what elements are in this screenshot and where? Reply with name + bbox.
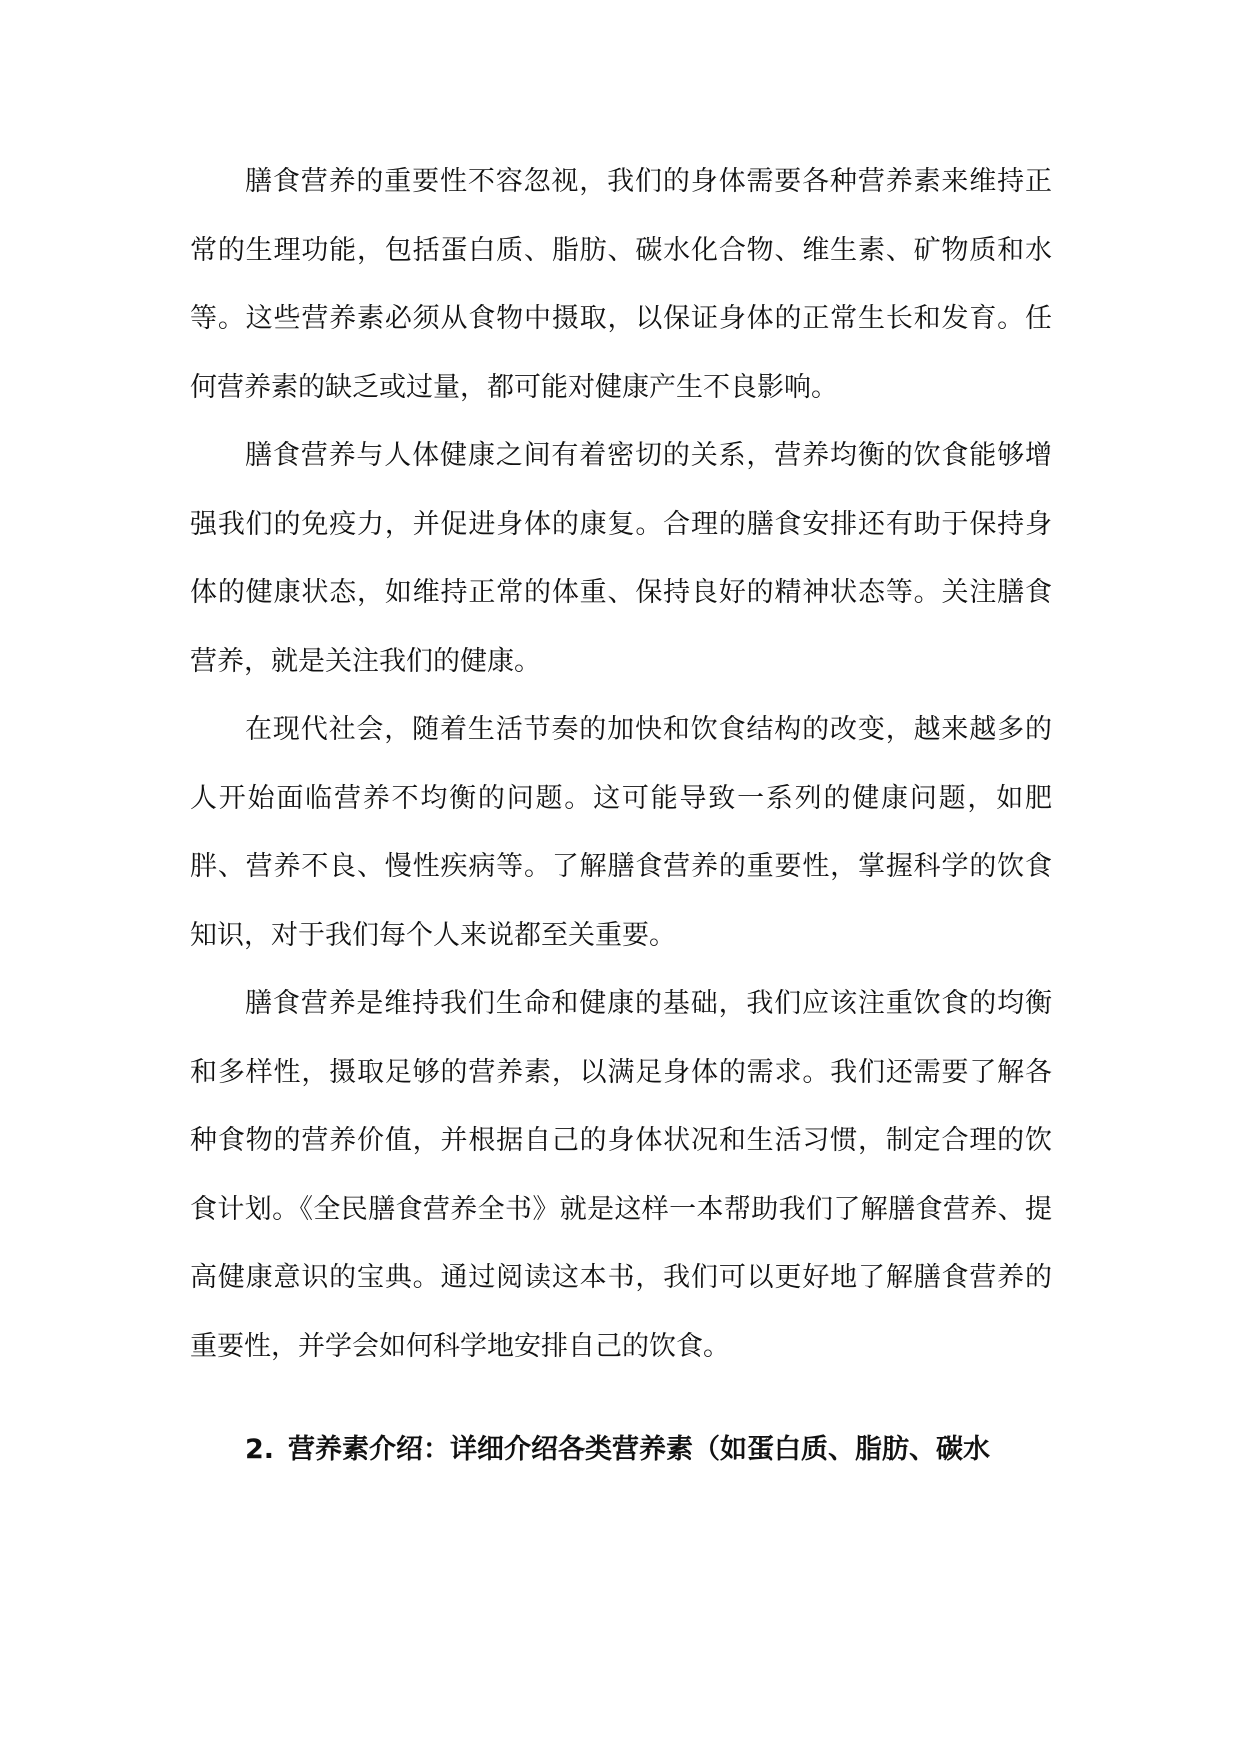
document-body	[190, 148, 1052, 1485]
paragraph-nutrition-importance: 膳食营养的重要性不容忽视，我们的身体需要各种营养素来维持正常的生理功能，包括蛋白质、脂肪、碳水化合物、维生素、矿物质和水等。这些营养素必须从食物中摄取，以保证身体的正常生长和发育。任何营养素的缺乏或过量，都可能对健康产生不良影响。	[190, 166, 1052, 403]
section-heading-text: 营养素介绍：详细介绍各类营养素（如蛋白质、脂肪、碳水	[288, 1434, 991, 1465]
paragraph-nutrition-health-relation: 膳食营养与人体健康之间有着密切的关系，营养均衡的饮食能够增强我们的免疫力，并促进身体的康复。合理的膳食安排还有助于保持身体的健康状态，如维持正常的体重、保持良好的精神状态等。关注膳食营养，就是关注我们的健康。	[190, 440, 1052, 677]
paragraph-modern-society: 在现代社会，随着生活节奏的加快和饮食结构的改变，越来越多的人开始面临营养不均衡的问题。这可能导致一系列的健康问题，如肥胖、营养不良、慢性疾病等。了解膳食营养的重要性，掌握科学的饮食知识，对于我们每个人来说都至关重要。	[190, 714, 1052, 951]
section-heading-number: 2.	[245, 1434, 275, 1465]
paragraph-book-introduction: 膳食营养是维持我们生命和健康的基础，我们应该注重饮食的均衡和多样性，摄取足够的营养素，以满足身体的需求。我们还需要了解各种食物的营养价值，并根据自己的身体状况和生活习惯，制定合理的饮食计划。《全民膳食营养全书》就是这样一本帮助我们了解膳食营养、提高健康意识的宝典。通过阅读这本书，我们可以更好地了解膳食营养的重要性，并学会如何科学地安排自己的饮食。	[190, 988, 1052, 1362]
section-heading	[190, 1416, 1052, 1485]
